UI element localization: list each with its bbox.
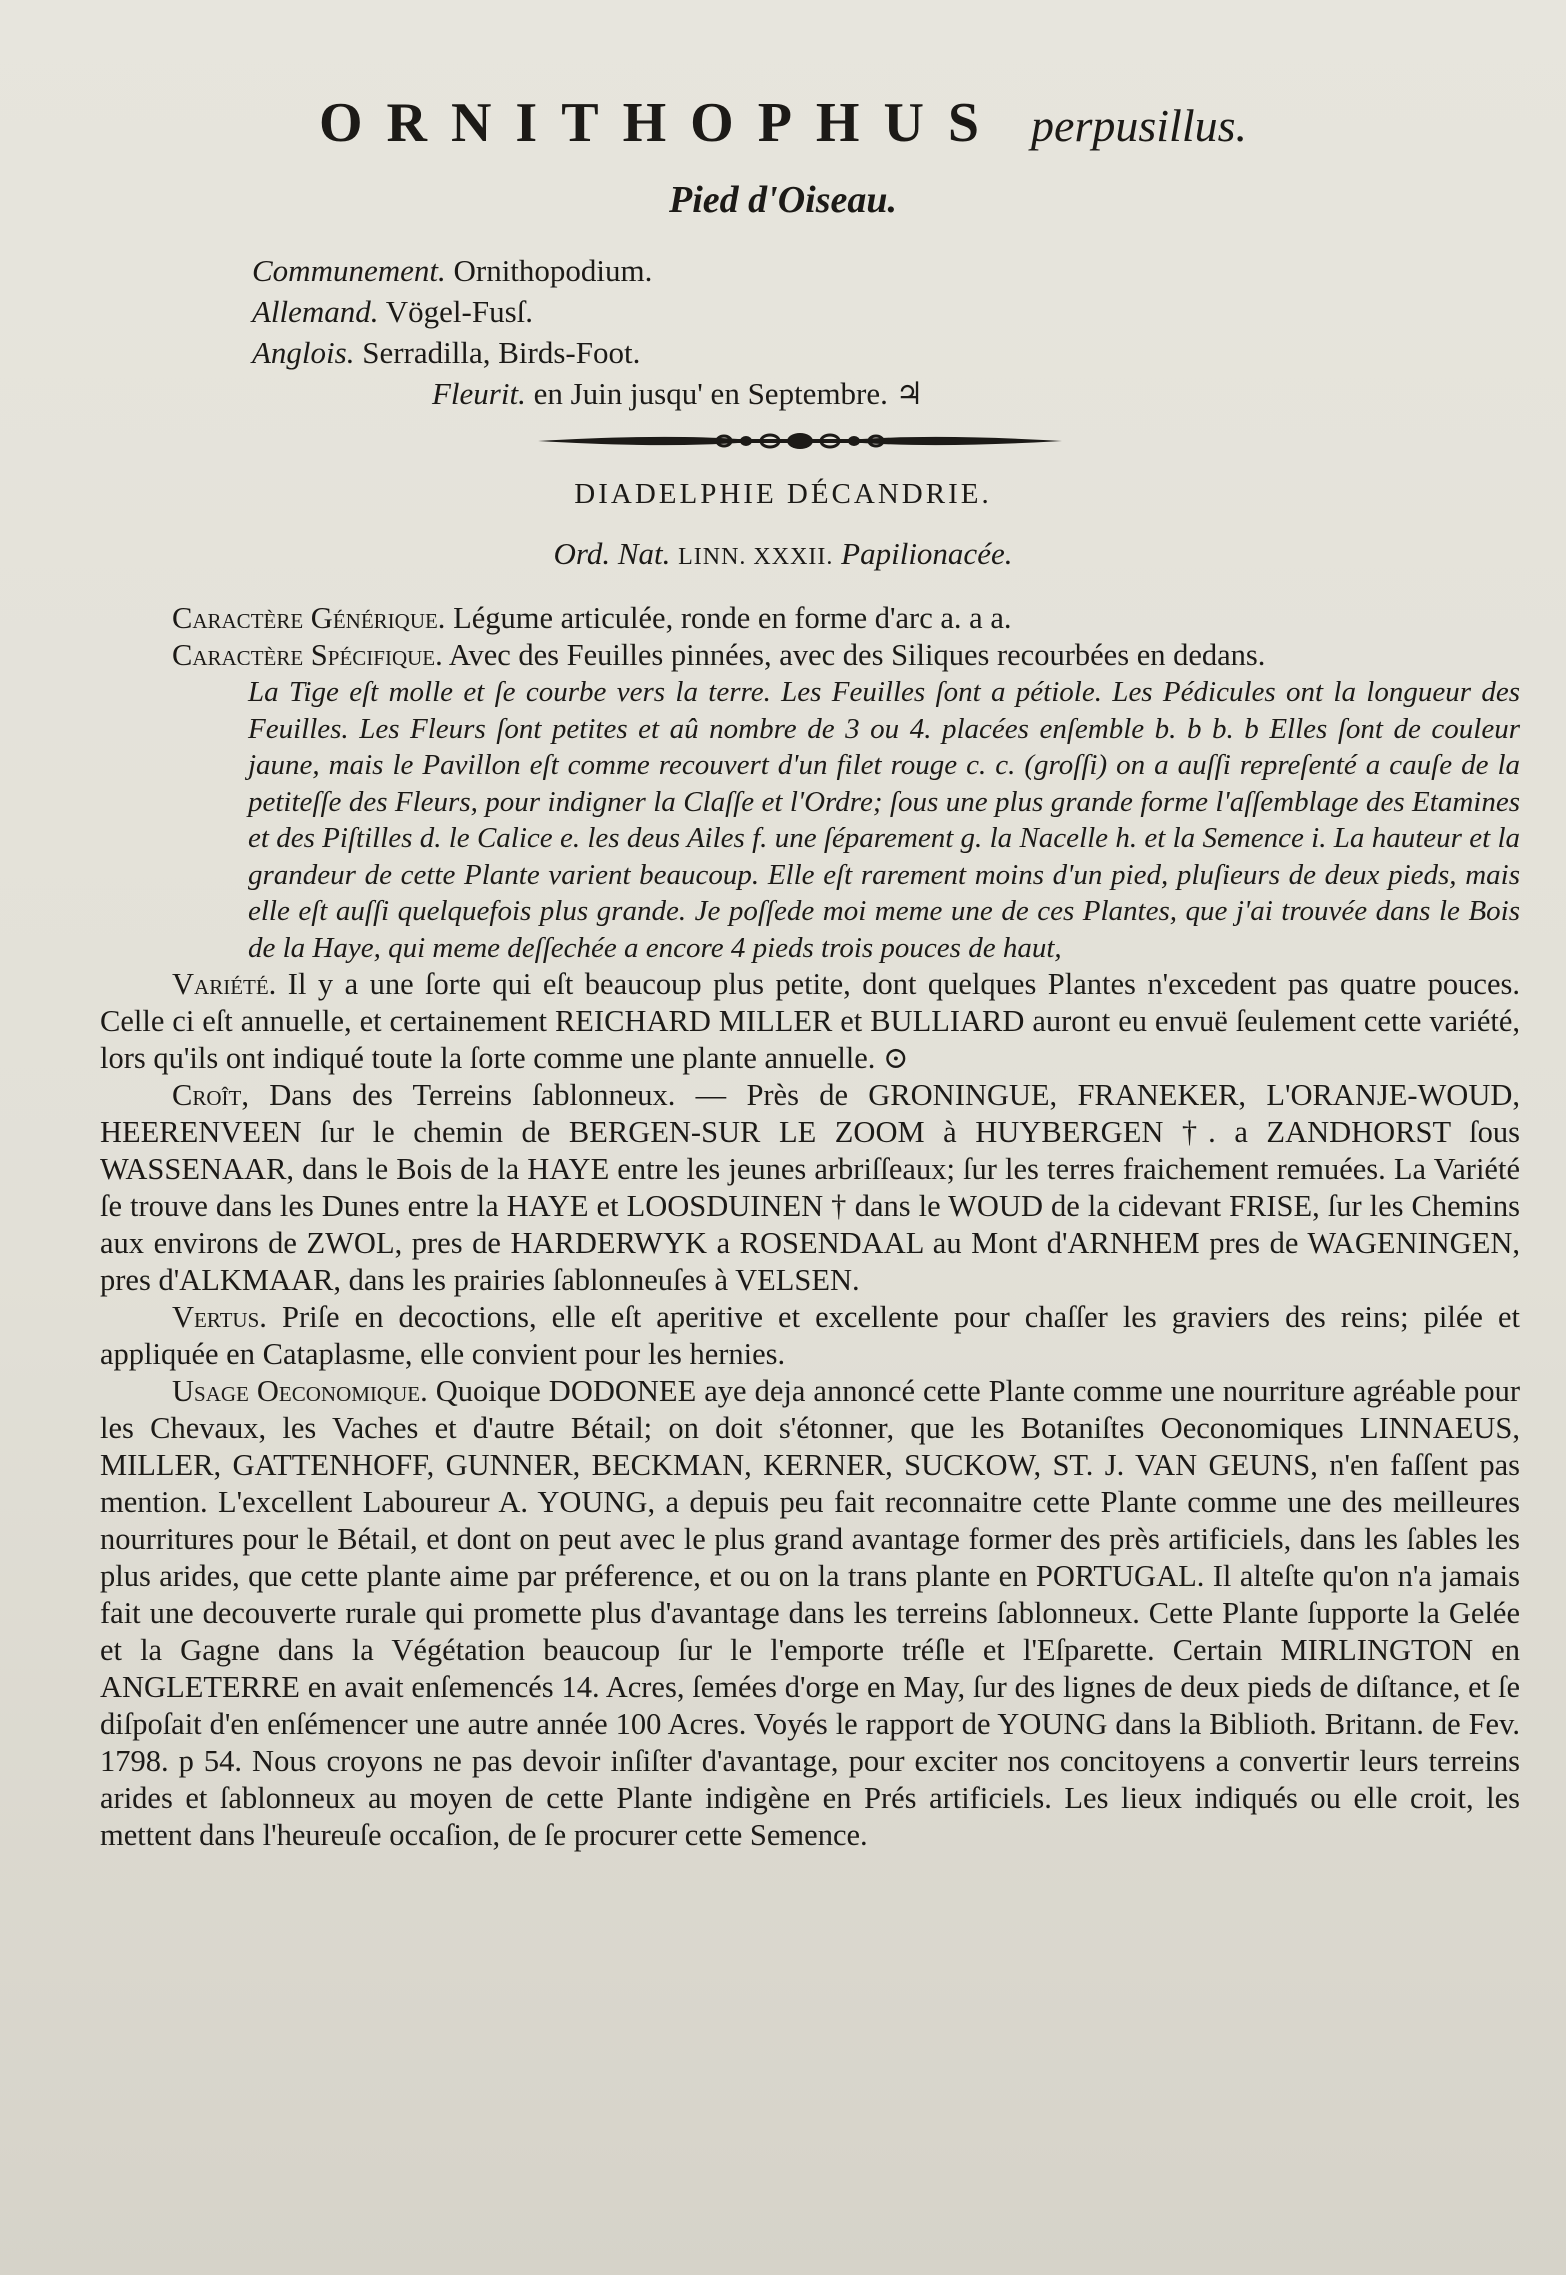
allemand-label: Allemand.	[252, 294, 379, 329]
caractere-generique-text: Légume articulée, ronde en forme d'arc a. a a.	[453, 601, 1012, 635]
communement-value: Ornithopodium.	[453, 253, 653, 288]
caractere-specifique-text: Avec des Feuilles pinnées, avec des Siliques recourbées en dedans.	[448, 638, 1266, 672]
croit-text: Dans des Terreins ſablonneux. — Près de GRONINGUE, FRANEKER, L'ORANJE-WOUD, HEERENVEEN ſur le chemin de BERGEN-SUR LE ZOOM à HUYBERGEN †. a ZANDHORST ſous WASSENAAR, dans le Bois de la HAYE entre les jeunes arbriſſeaux; ſur les terres fraichement remuées. La Variété ſe trouve dans les Dunes entre la HAYE et LOOSDUINEN † dans le WOUD de la cidevant FRISE, ſur les Chemins aux environs de ZWOL, pres de HARDERWYK a ROSENDAAL au Mont d'ARNHEM pres de WAGENINGEN, pres d'ALKMAAR, dans les prairies ſablonneuſes à VELSEN.	[100, 1078, 1521, 1297]
paragraph-caractere-specifique	[100, 637, 1520, 674]
species-name: perpusillus.	[1031, 100, 1248, 151]
name-row-communement	[252, 250, 923, 291]
paragraph-usage-oeconomique	[100, 1373, 1520, 1854]
variete-text: Il y a une ſorte qui eſt beaucoup plus petite, dont quelques Plantes n'excedent pas quatre pouces. Celle ci eſt annuelle, et certainement REICHARD MILLER et BULLIARD auront eu envuë ſeulement cette variété, lors qu'ils ont indiqué toute la ſorte comme une plante annuelle. ⊙	[100, 967, 1521, 1075]
vertus-text: Priſe en decoctions, elle eſt aperitive et excellente pour chaſſer les graviers des reins; pilée et appliquée en Cataplasme, elle convient pour les hernies.	[100, 1300, 1521, 1371]
paragraph-croit	[100, 1077, 1520, 1299]
main-text	[100, 600, 1520, 1854]
usage-text: Quoique DODONEE aye deja annoncé cette Plante comme une nourriture agréable pour les Chevaux, les Vaches et d'autre Bétail; on doit s'étonner, que les Botaniſtes Oeconomiques LINNAEUS, MILLER, GATTENHOFF, GUNNER, BECKMAN, KERNER, SUCKOW, ST. J. VAN GEUNS, n'en faſſent pas mention. L'excellent Laboureur A. YOUNG, a depuis peu fait reconnaitre cette Plante comme une des meilleures nourritures pour le Bétail, et dont on peut avec le plus grand avantage former des près artificiels, dans les ſables les plus arides, que cette plante aime par préference, et ou on la trans plante en PORTUGAL. Il alteſte qu'on n'a jamais fait une decouverte rurale qui promette plus d'avantage dans les terreins ſablonneux. Cette Plante ſupporte la Gelée et la Gagne dans la Végétation beaucoup ſur le l'emporte tréſle et l'Eſparette. Certain MIRLINGTON en ANGLETERRE en avait enſemencés 14. Acres, ſemées d'orge en May, ſur des lignes de deux pieds de diſtance, et ſe diſpoſait d'en enſémencer une autre année 100 Acres. Voyés le rapport de YOUNG dans la Biblioth. Britann. de Fev. 1798. p 54. Nous croyons ne pas devoir inſiſter d'avantage, pour exciter nos concitoyens a convertir leurs terreins arides et ſablonneux au moyen de cette Plante indigène en Prés artificiels. Les lieux indiqués ou elle croit, les mettent dans l'heureuſe occaſion, de ſe procurer cette Semence.	[100, 1374, 1520, 1852]
croit-label: Croît,	[172, 1078, 249, 1112]
page-title	[0, 88, 1566, 161]
fleurit-value: en Juin jusqu' en Septembre.	[533, 376, 888, 411]
variete-label: Variété.	[172, 967, 277, 1001]
name-row-allemand	[252, 291, 923, 332]
paragraph-variete	[100, 966, 1520, 1077]
natural-order	[0, 536, 1566, 572]
paragraph-description: La Tige eſt molle et ſe courbe vers la terre. Les Feuilles ſont a pétiole. Les Pédicules ont la longueur des Feuilles. Les Fleurs ſont petites et aû nombre de 3 ou 4. placées enſemble b. b b. b Elles ſont de couleur jaune, mais le Pavillon eſt comme recouvert d'un filet rouge c. c. (groſſi) on a auſſi repreſenté a cauſe de la petiteſſe des Fleurs, pour indigner la Claſſe et l'Ordre; ſous une plus grande forme l'aſſemblage des Etamines et des Piſtilles d. le Calice e. les deus Ailes f. une ſéparement g. la Nacelle h. et la Semence i. La hauteur et la grandeur de cette Plante varient beaucoup. Elle eſt rarement moins d'un pied, pluſieurs de deux pieds, mais elle eſt auſſi quelquefois plus grande. Je poſſede moi meme une de ces Plantes, que j'ai trouvée dans le Bois de la Haye, qui meme deſſechée a encore 4 pieds trois pouces de haut,	[248, 676, 1520, 964]
papilionacee-label: Papilionacée.	[841, 536, 1013, 571]
anglois-value: Serradilla, Birds-Foot.	[362, 335, 641, 370]
usage-label: Usage Oeconomique.	[172, 1374, 428, 1408]
ord-nat-label: Ord. Nat.	[553, 536, 671, 571]
common-name-subtitle: Pied d'Oiseau.	[669, 179, 897, 221]
linnaean-class: DIADELPHIE DÉCANDRIE.	[574, 478, 992, 510]
genus-name: ORNITHOPHUS	[318, 92, 1004, 154]
ornament-divider	[538, 426, 1062, 456]
vernacular-names	[252, 250, 923, 414]
fleurit-label: Fleurit.	[432, 376, 526, 411]
caractere-generique-label: Caractère Générique.	[172, 601, 446, 635]
paragraph-vertus	[100, 1299, 1520, 1373]
anglois-label: Anglois.	[252, 335, 355, 370]
name-row-anglois	[252, 332, 923, 373]
allemand-value: Vögel-Fusſ.	[385, 294, 534, 329]
name-row-fleurit	[432, 373, 923, 414]
caractere-specifique-label: Caractère Spécifique.	[172, 638, 443, 672]
vertus-label: Vertus.	[172, 1300, 267, 1334]
paragraph-caractere-generique	[100, 600, 1520, 637]
communement-label: Communement.	[252, 253, 446, 288]
linn-reference: LINN. XXXII.	[678, 544, 834, 570]
perennial-symbol-icon: ♃	[895, 376, 924, 411]
